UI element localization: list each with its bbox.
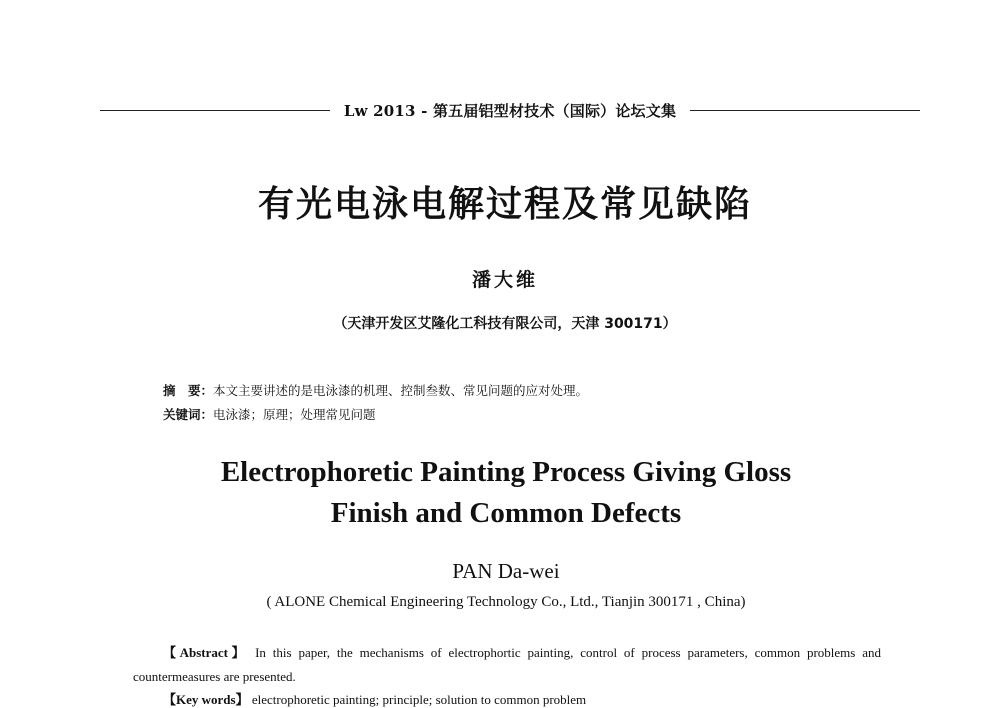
english-title xyxy=(0,452,1000,534)
chinese-title: 有光电泳电解过程及常见缺陷 xyxy=(257,183,752,225)
english-abstract xyxy=(133,641,881,689)
english-author: PAN Da-wei xyxy=(452,559,560,583)
chinese-keywords xyxy=(163,405,376,423)
header-rule-left xyxy=(100,110,330,111)
chinese-abstract-label: 摘 要： xyxy=(163,383,214,398)
english-title-line-1: Electrophoretic Painting Process Giving Gloss xyxy=(220,456,792,488)
chinese-affiliation: （天津开发区艾隆化工科技有限公司，天津 300171） xyxy=(333,316,677,332)
english-affiliation: ( ALONE Chemical Engineering Technology Co., Ltd., Tianjin 300171 , China) xyxy=(266,594,746,610)
header-text: Lw 2013 - 第五届铝型材技术（国际）论坛文集 xyxy=(343,101,677,120)
english-abstract-text: In this paper, the mechanisms of electrophortic painting, control of process parameters, common problems and countermeasures are presented. xyxy=(133,645,881,684)
english-keywords-text: electrophoretic painting; principle; solution to common problem xyxy=(248,692,587,707)
chinese-keywords-label: 关键词： xyxy=(163,407,214,422)
chinese-keywords-text: 电泳漆；原理；处理常见问题 xyxy=(213,407,376,422)
english-keywords-label: 【Key words】 xyxy=(163,692,249,707)
english-title-line-2: Finish and Common Defects xyxy=(330,497,682,529)
header-rule-right xyxy=(690,110,920,111)
english-abstract-label: 【Abstract】 xyxy=(163,645,249,660)
running-header xyxy=(100,98,920,122)
chinese-abstract xyxy=(163,381,588,399)
english-keywords xyxy=(163,689,586,708)
chinese-author: 潘大维 xyxy=(471,269,538,291)
chinese-abstract-text: 本文主要讲述的是电泳漆的机理、控制叁数、常见问题的应对处理。 xyxy=(213,383,589,398)
